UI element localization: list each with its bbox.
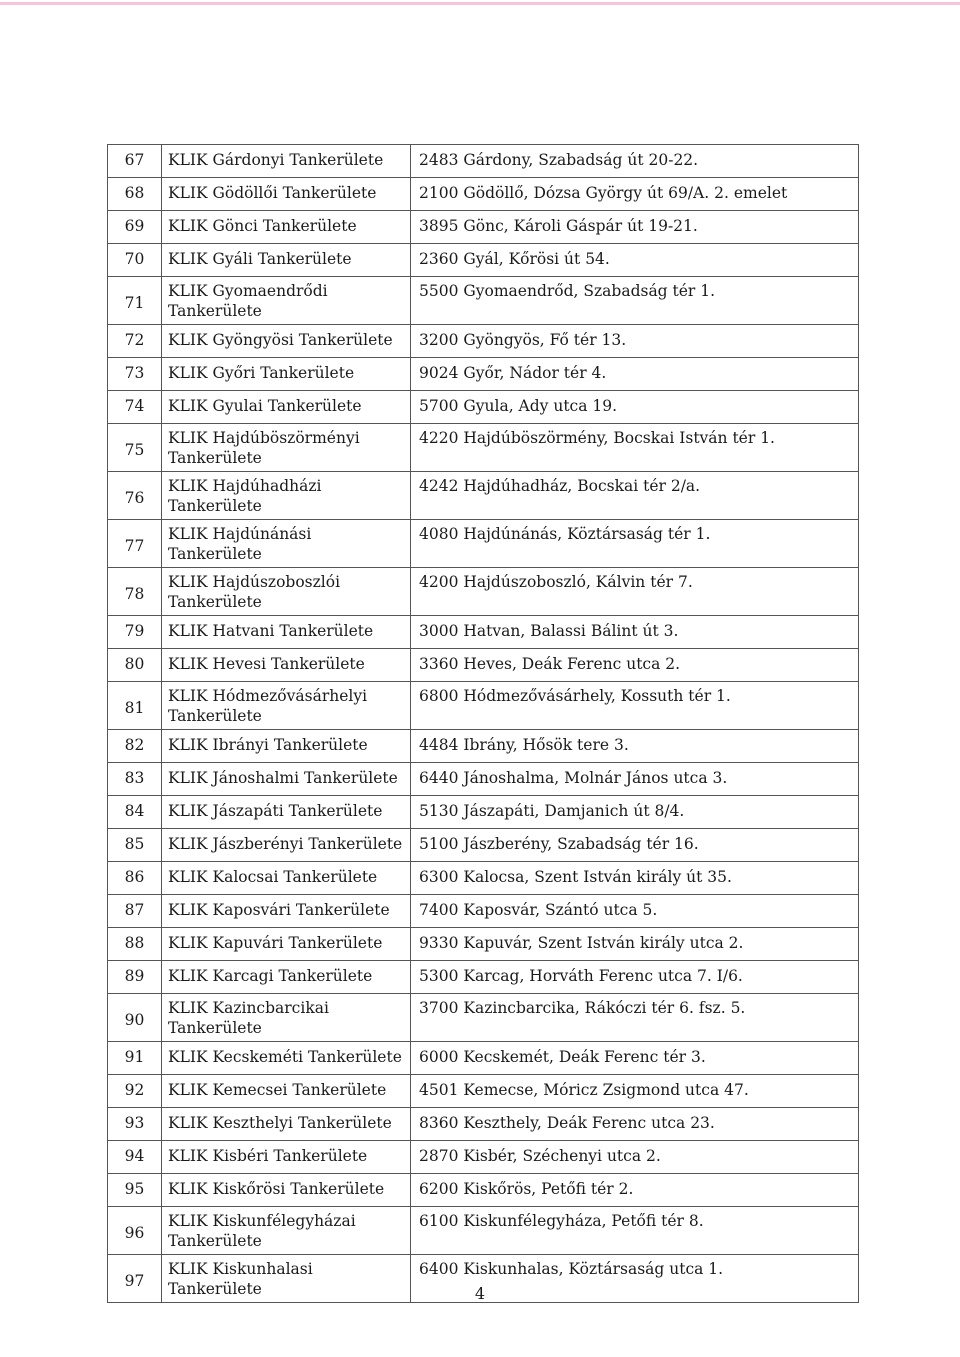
row-number: 97 bbox=[108, 1255, 162, 1303]
district-name-line: KLIK Gyulai Tankerülete bbox=[168, 397, 362, 415]
table-row bbox=[108, 1075, 859, 1108]
district-name-line: KLIK Kazincbarcikai bbox=[168, 999, 329, 1017]
row-number: 73 bbox=[108, 358, 162, 391]
table-row bbox=[108, 424, 859, 472]
row-number: 82 bbox=[108, 730, 162, 763]
district-name bbox=[162, 325, 411, 358]
row-number: 86 bbox=[108, 862, 162, 895]
row-number: 71 bbox=[108, 277, 162, 325]
district-address: 4080 Hajdúnánás, Köztársaság tér 1. bbox=[411, 520, 859, 568]
table-row bbox=[108, 520, 859, 568]
district-address: 2870 Kisbér, Széchenyi utca 2. bbox=[411, 1141, 859, 1174]
row-number: 94 bbox=[108, 1141, 162, 1174]
district-name bbox=[162, 961, 411, 994]
district-name-line-2: Tankerülete bbox=[168, 302, 262, 320]
table-row bbox=[108, 796, 859, 829]
district-name-line: KLIK Jászapáti Tankerülete bbox=[168, 802, 383, 820]
district-address: 6000 Kecskemét, Deák Ferenc tér 3. bbox=[411, 1042, 859, 1075]
district-name-line: KLIK Hajdúhadházi bbox=[168, 477, 322, 495]
district-name-line: KLIK Hatvani Tankerülete bbox=[168, 622, 374, 640]
district-name bbox=[162, 796, 411, 829]
district-name-line-2: Tankerülete bbox=[168, 545, 262, 563]
district-name-line: KLIK Gárdonyi Tankerülete bbox=[168, 151, 384, 169]
table-row bbox=[108, 244, 859, 277]
district-name bbox=[162, 829, 411, 862]
district-address: 4501 Kemecse, Móricz Zsigmond utca 47. bbox=[411, 1075, 859, 1108]
row-number: 81 bbox=[108, 682, 162, 730]
district-address: 7400 Kaposvár, Szántó utca 5. bbox=[411, 895, 859, 928]
row-number: 83 bbox=[108, 763, 162, 796]
district-address: 4242 Hajdúhadház, Bocskai tér 2/a. bbox=[411, 472, 859, 520]
page-number: 4 bbox=[474, 1284, 486, 1303]
district-address: 2483 Gárdony, Szabadság út 20-22. bbox=[411, 145, 859, 178]
district-address: 5700 Gyula, Ady utca 19. bbox=[411, 391, 859, 424]
table-row bbox=[108, 1174, 859, 1207]
district-address: 9024 Győr, Nádor tér 4. bbox=[411, 358, 859, 391]
district-address: 5300 Karcag, Horváth Ferenc utca 7. I/6. bbox=[411, 961, 859, 994]
row-number: 80 bbox=[108, 649, 162, 682]
district-address: 5130 Jászapáti, Damjanich út 8/4. bbox=[411, 796, 859, 829]
district-name-line: KLIK Kiskunfélegyházai bbox=[168, 1212, 356, 1230]
row-number: 68 bbox=[108, 178, 162, 211]
district-address: 4484 Ibrány, Hősök tere 3. bbox=[411, 730, 859, 763]
table-row bbox=[108, 1141, 859, 1174]
table-row bbox=[108, 145, 859, 178]
row-number: 96 bbox=[108, 1207, 162, 1255]
district-address: 3360 Heves, Deák Ferenc utca 2. bbox=[411, 649, 859, 682]
row-number: 79 bbox=[108, 616, 162, 649]
district-name-line: KLIK Gyomaendrődi bbox=[168, 282, 328, 300]
table-row bbox=[108, 994, 859, 1042]
district-name-line: KLIK Kaposvári Tankerülete bbox=[168, 901, 390, 919]
district-address: 6400 Kiskunhalas, Köztársaság utca 1. bbox=[411, 1255, 859, 1303]
district-name-line-2: Tankerülete bbox=[168, 593, 262, 611]
district-name-line-2: Tankerülete bbox=[168, 497, 262, 515]
district-name bbox=[162, 649, 411, 682]
district-name-line: KLIK Kisbéri Tankerülete bbox=[168, 1147, 368, 1165]
district-address: 6200 Kiskőrös, Petőfi tér 2. bbox=[411, 1174, 859, 1207]
row-number: 88 bbox=[108, 928, 162, 961]
district-name bbox=[162, 862, 411, 895]
table-row bbox=[108, 568, 859, 616]
district-name-line: KLIK Kapuvári Tankerülete bbox=[168, 934, 383, 952]
row-number: 90 bbox=[108, 994, 162, 1042]
row-number: 91 bbox=[108, 1042, 162, 1075]
district-address: 4220 Hajdúböszörmény, Bocskai István tér 1. bbox=[411, 424, 859, 472]
table-row bbox=[108, 1042, 859, 1075]
district-name-line-2: Tankerülete bbox=[168, 449, 262, 467]
table-row bbox=[108, 358, 859, 391]
district-name-line: KLIK Hajdúnánási bbox=[168, 525, 312, 543]
table-row bbox=[108, 1207, 859, 1255]
tankerulet-table bbox=[107, 144, 859, 1303]
district-name bbox=[162, 616, 411, 649]
district-name bbox=[162, 358, 411, 391]
district-name-line: KLIK Hevesi Tankerülete bbox=[168, 655, 365, 673]
district-address: 6800 Hódmezővásárhely, Kossuth tér 1. bbox=[411, 682, 859, 730]
district-name bbox=[162, 472, 411, 520]
table-row bbox=[108, 961, 859, 994]
district-name-line: KLIK Kalocsai Tankerülete bbox=[168, 868, 378, 886]
district-address: 3200 Gyöngyös, Fő tér 13. bbox=[411, 325, 859, 358]
district-address: 8360 Keszthely, Deák Ferenc utca 23. bbox=[411, 1108, 859, 1141]
district-name-line-2: Tankerülete bbox=[168, 1280, 262, 1298]
row-number: 85 bbox=[108, 829, 162, 862]
district-name bbox=[162, 424, 411, 472]
district-name bbox=[162, 1174, 411, 1207]
table-row bbox=[108, 211, 859, 244]
district-address: 5100 Jászberény, Szabadság tér 16. bbox=[411, 829, 859, 862]
district-address: 6300 Kalocsa, Szent István király út 35. bbox=[411, 862, 859, 895]
district-name bbox=[162, 391, 411, 424]
district-name bbox=[162, 244, 411, 277]
district-name bbox=[162, 568, 411, 616]
district-address: 3700 Kazincbarcika, Rákóczi tér 6. fsz. 5. bbox=[411, 994, 859, 1042]
district-name bbox=[162, 730, 411, 763]
district-name bbox=[162, 763, 411, 796]
table-row bbox=[108, 928, 859, 961]
row-number: 78 bbox=[108, 568, 162, 616]
table-row bbox=[108, 277, 859, 325]
top-border-line bbox=[0, 2, 960, 5]
table-row bbox=[108, 895, 859, 928]
district-address: 6100 Kiskunfélegyháza, Petőfi tér 8. bbox=[411, 1207, 859, 1255]
table-row bbox=[108, 862, 859, 895]
table-row bbox=[108, 730, 859, 763]
row-number: 77 bbox=[108, 520, 162, 568]
table-row bbox=[108, 1108, 859, 1141]
row-number: 69 bbox=[108, 211, 162, 244]
row-number: 93 bbox=[108, 1108, 162, 1141]
district-name-line: KLIK Karcagi Tankerülete bbox=[168, 967, 373, 985]
district-name-line: KLIK Ibrányi Tankerülete bbox=[168, 736, 368, 754]
district-name bbox=[162, 211, 411, 244]
district-address: 3000 Hatvan, Balassi Bálint út 3. bbox=[411, 616, 859, 649]
district-name bbox=[162, 682, 411, 730]
district-name-line: KLIK Kemecsei Tankerülete bbox=[168, 1081, 387, 1099]
district-name bbox=[162, 895, 411, 928]
row-number: 67 bbox=[108, 145, 162, 178]
row-number: 95 bbox=[108, 1174, 162, 1207]
row-number: 92 bbox=[108, 1075, 162, 1108]
district-name-line: KLIK Hódmezővásárhelyi bbox=[168, 687, 368, 705]
district-name-line: KLIK Gönci Tankerülete bbox=[168, 217, 357, 235]
district-name bbox=[162, 1141, 411, 1174]
row-number: 84 bbox=[108, 796, 162, 829]
district-name-line: KLIK Jánoshalmi Tankerülete bbox=[168, 769, 398, 787]
table-body bbox=[108, 145, 859, 1303]
district-name bbox=[162, 178, 411, 211]
district-name-line: KLIK Hajdúböszörményi bbox=[168, 429, 360, 447]
district-name-line-2: Tankerülete bbox=[168, 707, 262, 725]
district-name-line: KLIK Gyáli Tankerülete bbox=[168, 250, 352, 268]
district-name-line: KLIK Győri Tankerülete bbox=[168, 364, 355, 382]
table-row bbox=[108, 616, 859, 649]
row-number: 72 bbox=[108, 325, 162, 358]
district-name-line: KLIK Kiskunhalasi bbox=[168, 1260, 313, 1278]
table-row bbox=[108, 763, 859, 796]
district-name bbox=[162, 277, 411, 325]
district-name bbox=[162, 520, 411, 568]
row-number: 87 bbox=[108, 895, 162, 928]
district-name bbox=[162, 145, 411, 178]
district-address: 4200 Hajdúszoboszló, Kálvin tér 7. bbox=[411, 568, 859, 616]
district-address: 2100 Gödöllő, Dózsa György út 69/A. 2. emelet bbox=[411, 178, 859, 211]
row-number: 74 bbox=[108, 391, 162, 424]
district-address: 6440 Jánoshalma, Molnár János utca 3. bbox=[411, 763, 859, 796]
district-name bbox=[162, 1207, 411, 1255]
district-address: 2360 Gyál, Kőrösi út 54. bbox=[411, 244, 859, 277]
district-name bbox=[162, 1042, 411, 1075]
district-name bbox=[162, 994, 411, 1042]
district-name-line: KLIK Keszthelyi Tankerülete bbox=[168, 1114, 392, 1132]
district-name bbox=[162, 1108, 411, 1141]
district-name-line: KLIK Gödöllői Tankerülete bbox=[168, 184, 377, 202]
table-row bbox=[108, 472, 859, 520]
table-row bbox=[108, 178, 859, 211]
district-name-line-2: Tankerülete bbox=[168, 1019, 262, 1037]
district-name bbox=[162, 1075, 411, 1108]
row-number: 70 bbox=[108, 244, 162, 277]
table-row bbox=[108, 325, 859, 358]
district-address: 5500 Gyomaendrőd, Szabadság tér 1. bbox=[411, 277, 859, 325]
table-row bbox=[108, 391, 859, 424]
table-row bbox=[108, 682, 859, 730]
district-name-line: KLIK Jászberényi Tankerülete bbox=[168, 835, 403, 853]
district-name bbox=[162, 928, 411, 961]
district-name-line: KLIK Gyöngyösi Tankerülete bbox=[168, 331, 393, 349]
row-number: 89 bbox=[108, 961, 162, 994]
row-number: 75 bbox=[108, 424, 162, 472]
table-row bbox=[108, 649, 859, 682]
district-name-line: KLIK Kecskeméti Tankerülete bbox=[168, 1048, 402, 1066]
table-row bbox=[108, 829, 859, 862]
row-number: 76 bbox=[108, 472, 162, 520]
district-name-line: KLIK Kiskőrösi Tankerülete bbox=[168, 1180, 385, 1198]
district-name-line-2: Tankerülete bbox=[168, 1232, 262, 1250]
district-name-line: KLIK Hajdúszoboszlói bbox=[168, 573, 341, 591]
district-address: 9330 Kapuvár, Szent István király utca 2. bbox=[411, 928, 859, 961]
district-address: 3895 Gönc, Károli Gáspár út 19-21. bbox=[411, 211, 859, 244]
